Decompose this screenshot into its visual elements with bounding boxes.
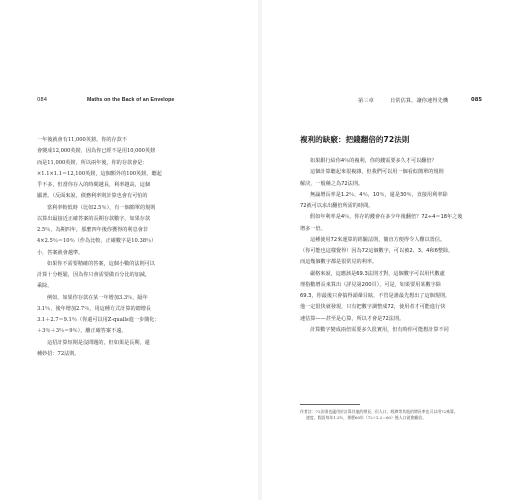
right-page xyxy=(262,0,520,500)
footnote-line: 速度，假設每年1.2％，那麼60年（72÷1.2＝60）後人口就會翻倍。 xyxy=(306,415,426,421)
text-line: ＋3％＋3％＝9％），離正確答案不遠。 xyxy=(37,328,127,335)
text-line: 72就可以求出翻倍所需的時間。 xyxy=(300,203,374,209)
section-title: 複利的缺竅：把錢翻倍的72法則 xyxy=(300,135,410,144)
left-page-number: 084 xyxy=(37,97,48,103)
text-line: 3.1＋2.7＝9.1％（你還可以用Z-qualls進一步簡化： xyxy=(37,317,160,323)
footnote xyxy=(300,409,458,421)
left-running-title: Maths on the Back of an Envelope xyxy=(87,97,175,103)
text-line: 這種使用72來運算的經驗法則，簡直方便得令人難以置信。 xyxy=(310,236,446,243)
text-line: 理指數增長來算出（詳見第200頁），可是，如果要用某數字除 xyxy=(300,281,441,288)
text-line: 他一定很快就發現，只有把數字調整成72，使用者才可能進行快 xyxy=(300,304,446,311)
text-line: 種妙招：72法則。 xyxy=(37,350,80,357)
text-line: 會變成12,000英鎊，因為你已經不是用10,000英鎊 xyxy=(37,148,156,155)
text-line: 解決，一般稱之為72法則。 xyxy=(300,180,364,187)
text-line: 例如，如果你存款在某一年增加3.3％，隔年 xyxy=(47,294,148,301)
text-line: 一年後就會有11,000英鎊。你的存款不 xyxy=(37,137,127,143)
text-line: 而是11,000英鎊，所以兩年後，你的存款會是： xyxy=(37,159,148,166)
text-line: 乎不多，但當你存入的時間越長，利率越高，這個 xyxy=(37,182,151,188)
text-line: 69.3，你最後只會搞得頭暈目眩，不管是誰最先想出了這個規則， xyxy=(300,293,451,299)
text-line: 這招計算短期是沒問題的，但如果是長期，還 xyxy=(47,339,150,346)
footnote-divider xyxy=(300,404,360,405)
text-line: 小，答案就會越準。 xyxy=(37,249,84,256)
left-body-text xyxy=(37,135,162,360)
text-line: 這個計算聽起來很複雜，但我們可以用一個看似簡單的規則 xyxy=(310,169,444,176)
text-line: 如果銀行給你4％的複利，你的錢需要多久才可以翻倍？ xyxy=(310,158,437,164)
text-line: 2.5％，為期四年，那麼四年後你獲得的利息會非 xyxy=(37,227,148,233)
text-line: 如果你不需要精確的答案，這個小數的法則可以 xyxy=(47,260,155,267)
text-line: 3.1％，後年增加2.7％，用這種方式計算的總增長 xyxy=(37,305,152,312)
text-line: 增多一倍。 xyxy=(300,225,326,232)
text-line: 當利率較低時（比如2.5％），有一個簡單的規則 xyxy=(47,204,156,211)
text-line: 速估算——甚至是心算，所以才會是72法則。 xyxy=(300,315,405,322)
text-line: 4×2.5％＝10％（作為比較，正確數字是10.38％） xyxy=(37,238,157,245)
text-line: 顯著。（反面來說，債務利率則計算也會有可怕的 xyxy=(37,193,148,200)
text-line: （你可能也這樣覺得）因為72這個數字，可以被2、3、4和6整除， xyxy=(300,248,454,254)
text-line: 計算十分輕鬆，因為你只會需要做百分比的加減， xyxy=(37,272,151,278)
text-line: 無論增長率是1.2％，4％，10％，還是30％，直接用利率除 xyxy=(310,191,448,198)
left-page xyxy=(0,0,258,500)
right-body-text xyxy=(300,156,462,336)
chapter-label: 第三章 xyxy=(358,98,374,104)
text-line: ×1.1×1.1＝12,100英鎊，這個額外的100英鎊，聽起 xyxy=(37,170,162,177)
text-line: 嚴格來說，這應該是69.3法則才對，這個數字可以用代數處 xyxy=(310,270,445,277)
text-line: 而這幾個數字都是很常見的利率。 xyxy=(300,259,378,266)
right-running-title: 日常估算，讓你速得先機 xyxy=(390,98,449,104)
right-page-number: 085 xyxy=(471,97,483,103)
text-line: 計算數字變成兩倍需要多久很實用，但有時你可能想計算不同 xyxy=(310,326,449,333)
text-line: 假如年利率是4％，你存的錢會在多少年後翻倍？72÷4＝18年之後 xyxy=(310,214,463,221)
footnote-line: 作者註：72法則也適用於計算其他的增長，但人口、經濟等其他的增長率也可以用72來算。 xyxy=(300,409,458,414)
text-line: 以算出最接近正確答案的長期存款數字。如果存款 xyxy=(37,215,151,222)
text-line: 乘除。 xyxy=(37,283,53,290)
